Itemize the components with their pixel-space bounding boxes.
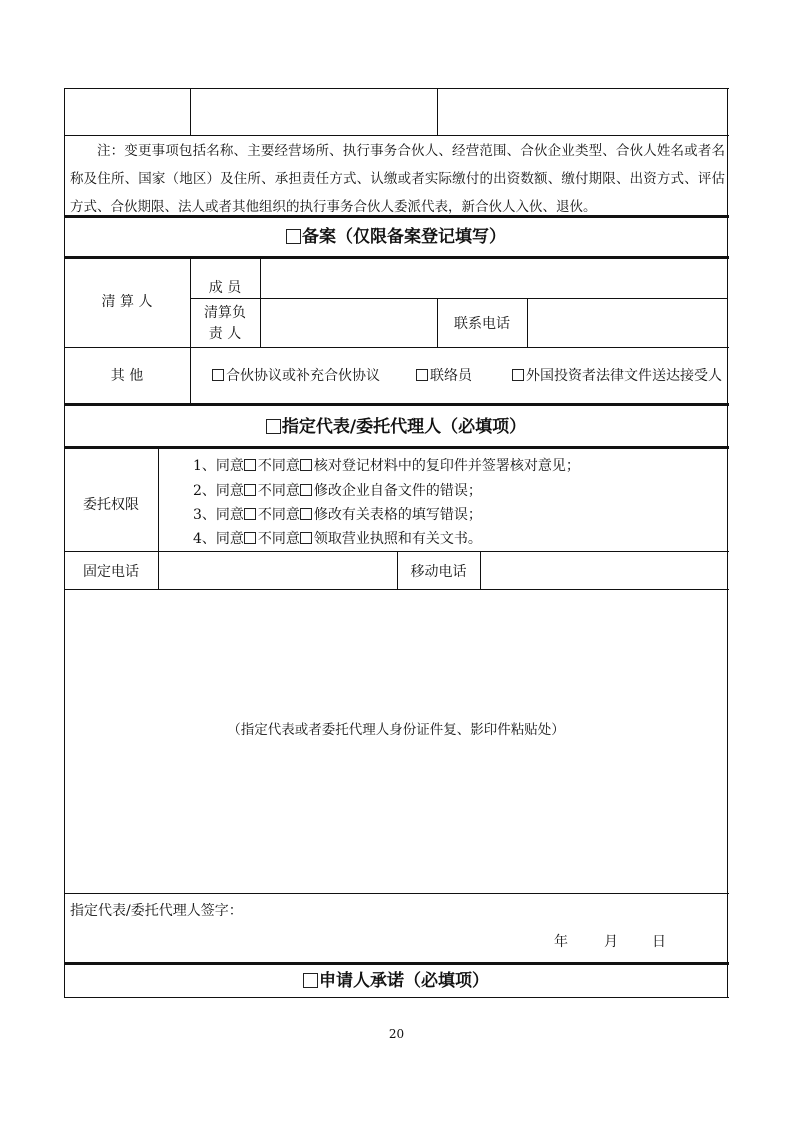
agent-section-title [64, 415, 728, 439]
permission-1-disagree-checkbox[interactable] [300, 459, 312, 471]
commitment-section-title [64, 969, 728, 993]
permission-3-agree-checkbox[interactable] [244, 508, 256, 520]
permission-1-agree-checkbox[interactable] [244, 459, 256, 471]
agent-section-bottom-line [64, 446, 729, 449]
permission-3-disagree: 不同意 [257, 507, 300, 523]
permission-4-text: 领取营业执照和有关文书。 [313, 531, 482, 547]
permission-item-3 [193, 505, 482, 525]
permission-2-agree-checkbox[interactable] [244, 484, 256, 496]
permission-2-disagree: 不同意 [257, 483, 300, 499]
permission-1-text: 核对登记材料中的复印件并签署核对意见； [313, 458, 580, 474]
permission-2-agree: 2、同意 [193, 483, 244, 499]
record-section-title [64, 225, 728, 249]
agent-title-text: 指定代表/委托代理人（必填项） [281, 417, 527, 437]
member-row-bottom-line [190, 298, 728, 299]
other-label: 其 他 [110, 368, 144, 384]
top-row-bottom-line [64, 135, 729, 136]
top-row-divider-1 [190, 88, 191, 135]
record-section-top-line [64, 215, 729, 218]
authority-label: 委托权限 [83, 497, 139, 513]
permission-3-text: 修改有关表格的填写错误； [313, 507, 482, 523]
permission-4-agree: 4、同意 [193, 531, 244, 547]
permission-1-agree: 1、同意 [193, 458, 244, 474]
authority-col-divider [158, 447, 159, 590]
partnership-agreement-checkbox[interactable] [212, 369, 224, 381]
other-option-foreign-investor-agent[interactable] [512, 366, 722, 386]
fixed-phone-divider-2 [480, 552, 481, 590]
contact-phone-label: 联系电话 [454, 316, 510, 332]
phone-row-bottom-line [64, 589, 729, 590]
permission-4-disagree-checkbox[interactable] [300, 532, 312, 544]
permission-4-agree-checkbox[interactable] [244, 532, 256, 544]
liaison-label: 联络员 [430, 368, 472, 384]
liquidation-head-input[interactable] [262, 300, 436, 346]
contact-label-right-divider [527, 298, 528, 347]
commitment-section-top-line [64, 962, 729, 965]
other-option-partnership-agreement[interactable] [212, 366, 380, 386]
permission-2-disagree-checkbox[interactable] [300, 484, 312, 496]
page-number: 20 [388, 1027, 405, 1041]
change-items-note: 注：变更事项包括名称、主要经营场所、执行事务合伙人、经营范围、合伙企业类型、合伙人姓名或者名称及住所、国家（地区）及住所、承担责任方式、认缴或者实际缴付的出资数额、缴付期限、出资方式、评估方式、合伙期限、法人或者其他组织的执行事务合伙人委派代表，新合伙人入伙、退伙。 [70, 143, 725, 215]
table-border-top [64, 88, 729, 89]
record-title-text: 备案（仅限备案登记填写） [302, 227, 506, 247]
commitment-checkbox[interactable] [303, 973, 318, 988]
date-year: 年 [554, 934, 568, 950]
id-paste-hint: （指定代表或者委托代理人身份证件复、影印件粘贴处） [227, 722, 565, 738]
table-border-bottom [64, 997, 729, 998]
commitment-title-text: 申请人承诺（必填项） [319, 971, 489, 991]
liquidator-label: 清 算 人 [101, 294, 153, 310]
mobile-phone-label: 移动电话 [410, 564, 467, 580]
mobile-phone-input[interactable] [482, 554, 726, 588]
foreign-investor-agent-checkbox[interactable] [512, 369, 524, 381]
liquidation-head-label-line2: 责 人 [208, 326, 242, 342]
permission-3-agree: 3、同意 [193, 507, 244, 523]
fixed-phone-input[interactable] [160, 554, 396, 588]
top-row-divider-2 [437, 88, 438, 135]
permission-4-disagree: 不同意 [257, 531, 300, 547]
permission-item-4 [193, 529, 482, 549]
id-paste-area [66, 591, 726, 892]
contact-phone-input[interactable] [529, 300, 726, 346]
signature-input[interactable] [250, 897, 720, 927]
date-month: 月 [604, 934, 618, 950]
permission-3-disagree-checkbox[interactable] [300, 508, 312, 520]
member-label: 成 员 [208, 280, 242, 296]
agent-checkbox[interactable] [266, 419, 281, 434]
partnership-agreement-label: 合伙协议或补充合伙协议 [226, 368, 380, 384]
liquidation-head-label-line1: 清算负 [204, 305, 246, 321]
permission-1-disagree: 不同意 [257, 458, 300, 474]
liaison-checkbox[interactable] [416, 369, 428, 381]
foreign-investor-agent-label: 外国投资者法律文件送达接受人 [526, 368, 722, 384]
fixed-phone-label: 固定电话 [83, 564, 139, 580]
permission-item-2 [193, 481, 482, 501]
member-col-divider [260, 257, 261, 347]
signature-label: 指定代表/委托代理人签字： [70, 903, 243, 919]
agent-section-top-line [64, 403, 729, 406]
other-option-liaison[interactable] [416, 366, 472, 386]
permission-item-1 [193, 456, 580, 476]
permission-2-text: 修改企业自备文件的错误； [313, 483, 482, 499]
id-paste-bottom-line [64, 893, 729, 894]
liquidator-section-bottom-line [64, 347, 729, 348]
record-checkbox[interactable] [286, 229, 301, 244]
member-input[interactable] [262, 259, 726, 297]
date-day: 日 [652, 934, 666, 950]
